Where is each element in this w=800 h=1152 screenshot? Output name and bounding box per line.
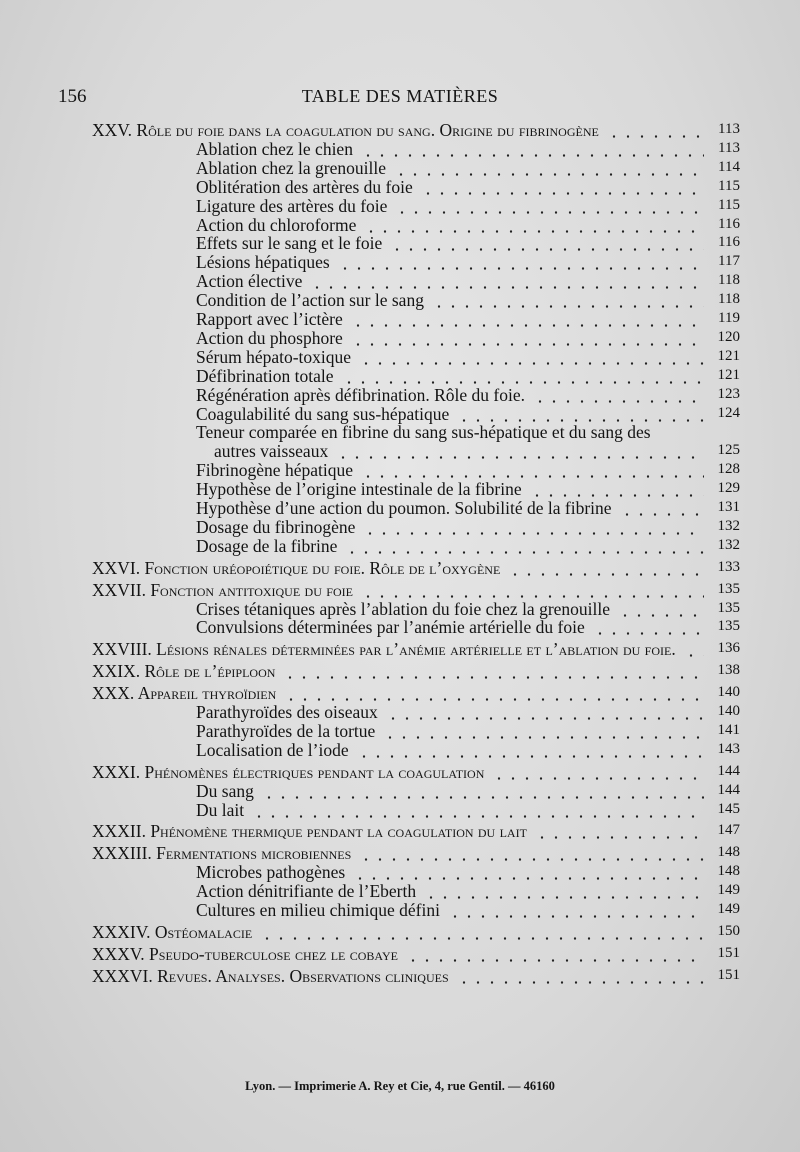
dot-leader	[508, 573, 704, 576]
toc-entry-page: 147	[717, 822, 740, 839]
dot-leader	[260, 937, 704, 940]
toc-entry-title: Action du phosphore	[196, 327, 343, 348]
toc-entry-page: 116	[718, 215, 740, 232]
toc-entry-page: 135	[717, 618, 740, 635]
toc-entry-page: 129	[717, 480, 740, 497]
dot-leader	[359, 362, 704, 365]
dot-leader	[336, 456, 704, 459]
toc-entry-title: XXVII. Fonction antitoxique du foie	[92, 579, 353, 600]
toc-subentry	[196, 617, 740, 639]
toc-entry-page: 124	[717, 404, 740, 421]
toc-entry-title: Condition de l’action sur le sang	[196, 290, 424, 311]
toc-entry-page: 148	[717, 863, 740, 880]
dot-leader	[390, 248, 704, 251]
toc-entry-title: XXXII. Phénomène thermique pendant la coagulation du lait	[92, 821, 527, 842]
toc-entry-title: Oblitération des artères du foie	[196, 176, 413, 197]
toc-entry-title: Coagulabilité du sang sus-hépatique	[196, 403, 450, 424]
toc-entry-title: XXXV. Pseudo-tuberculose chez le cobaye	[92, 943, 398, 964]
toc-entry-page: 132	[717, 517, 740, 534]
toc-chapter-entry	[92, 558, 740, 580]
toc-entry-page: 140	[717, 684, 740, 701]
toc-subentry	[196, 536, 740, 558]
dot-leader	[618, 614, 704, 617]
toc-entry-page: 118	[718, 291, 740, 308]
dot-leader	[535, 836, 704, 839]
toc-entry-title: autres vaisseaux	[214, 441, 329, 462]
toc-entry-page: 133	[717, 558, 740, 575]
toc-entry-title: XXXVI. Revues. Analyses. Observations cliniques	[92, 965, 449, 986]
toc-entry-title: XXXIII. Fermentations microbiennes	[92, 843, 352, 864]
dot-leader	[383, 736, 704, 739]
toc-entry-title: Hypothèse de l’origine intestinale de la fibrine	[196, 479, 522, 500]
page-header	[0, 86, 800, 112]
dot-leader	[530, 494, 704, 497]
dot-leader	[252, 815, 704, 818]
toc-entry-title: Défibrination totale	[196, 365, 334, 386]
toc-entry-title: Cultures en milieu chimique défini	[196, 900, 440, 920]
dot-leader	[457, 981, 704, 984]
toc-entry-title: Crises tétaniques après l’ablation du foie chez la grenouille	[196, 598, 611, 619]
toc-entry-page: 123	[717, 385, 740, 402]
toc-entry-page: 145	[717, 800, 740, 817]
toc-entry-title: Rapport avec l’ictère	[196, 309, 343, 329]
toc-entry-page: 113	[718, 121, 740, 137]
toc-chapter-entry	[92, 944, 740, 966]
dot-leader	[262, 796, 704, 799]
toc-entry-page: 136	[717, 640, 740, 657]
dot-leader	[533, 400, 704, 403]
toc-entry-title: XXVIII. Lésions rénales déterminées par l’anémie artérielle et l’ablation du foie.	[92, 639, 676, 660]
toc-entry-page: 149	[717, 882, 740, 899]
toc-entry-page: 121	[717, 347, 740, 364]
toc-entry-title: XXIX. Rôle de l’épiploon	[92, 661, 276, 682]
toc-entry-title: Fibrinogène hépatique	[196, 460, 353, 481]
dot-leader	[448, 915, 704, 918]
toc-entry-page: 117	[718, 253, 740, 270]
toc-entry-title: Parathyroïdes de la tortue	[196, 720, 376, 741]
dot-leader	[361, 154, 704, 157]
dot-leader	[361, 475, 704, 478]
toc-chapter-entry	[92, 966, 740, 988]
toc-entry-title: Action du chloroforme	[196, 214, 357, 235]
dot-leader	[353, 877, 704, 880]
dot-leader	[386, 717, 704, 720]
toc-entry-page: 144	[717, 762, 740, 779]
page-number: 156	[58, 86, 87, 107]
toc-entry-page: 150	[717, 922, 740, 939]
toc-entry-page: 119	[718, 310, 740, 326]
toc-entry-title: XXVI. Fonction uréopoiétique du foie. Rôle de l’oxygène	[92, 557, 501, 578]
toc-entry-title: Du lait	[196, 799, 245, 820]
dot-leader	[421, 192, 704, 195]
dot-leader	[345, 551, 704, 554]
toc-entry-title: Teneur comparée en fibrine du sang sus-hépatique et du sang des	[196, 422, 651, 443]
toc-entry-title: Sérum hépato-toxique	[196, 346, 352, 367]
dot-leader	[395, 211, 704, 214]
toc-entry-page: 144	[717, 781, 740, 798]
toc-chapter-entry	[92, 639, 740, 661]
dot-leader	[310, 286, 704, 289]
toc-entry-title: Dosage du fibrinogène	[196, 516, 356, 537]
toc-chapter-entry	[92, 821, 740, 843]
toc-entry-title: Du sang	[196, 780, 254, 801]
toc-entry-page: 148	[717, 844, 740, 861]
dot-leader	[363, 532, 704, 535]
toc-entry-page: 118	[718, 272, 740, 289]
toc-entry-page: 114	[718, 158, 740, 175]
toc-entry-page: 141	[717, 721, 740, 738]
toc-entry-title: Effets sur le sang et le foie	[196, 233, 383, 254]
toc-entry-page: 135	[717, 599, 740, 616]
dot-leader	[684, 654, 704, 657]
toc-entry-page: 135	[717, 580, 740, 597]
dot-leader	[342, 381, 704, 384]
toc-entry-page: 115	[718, 177, 740, 194]
dot-leader	[283, 676, 704, 679]
toc-entry-page: 143	[717, 740, 740, 757]
toc-entry-title: Parathyroïdes des oiseaux	[196, 702, 378, 722]
toc-entry-title: Microbes pathogènes	[196, 862, 346, 883]
dot-leader	[394, 173, 704, 176]
dot-leader	[351, 343, 704, 346]
toc-entry-page: 131	[717, 499, 740, 515]
toc-entry-title: Action élective	[196, 271, 303, 292]
toc-chapter-entry	[92, 661, 740, 683]
toc-entry-title: Ablation chez la grenouille	[196, 157, 386, 178]
dot-leader	[351, 324, 704, 327]
toc-entry-page: 149	[717, 901, 740, 917]
toc-entry-title: Localisation de l’iode	[196, 739, 349, 760]
dot-leader	[338, 267, 704, 270]
dot-leader	[620, 513, 704, 516]
dot-leader	[364, 230, 704, 233]
toc-entry-page: 132	[717, 536, 740, 553]
toc-subentry	[196, 900, 740, 922]
toc-entry-page: 140	[717, 703, 740, 719]
page-title: TABLE DES MATIÈRES	[301, 86, 499, 106]
toc-entry-title: XXV. Rôle du foie dans la coagulation du sang. Origine du fibrinogène	[92, 120, 599, 140]
toc-entry-title: Ligature des artères du foie	[196, 195, 388, 216]
toc-entry-title: XXXIV. Ostéomalacie	[92, 921, 253, 942]
toc-entry-page: 128	[717, 461, 740, 478]
printer-footer: Lyon. — Imprimerie A. Rey et Cie, 4, rue Gentil. — 46160	[245, 1079, 555, 1093]
toc-entry-title: Dosage de la fibrine	[196, 535, 338, 556]
toc-subentry	[196, 740, 740, 762]
dot-leader	[284, 698, 704, 701]
toc-chapter-entry	[92, 922, 740, 944]
dot-leader	[607, 135, 704, 138]
dot-leader	[492, 777, 704, 780]
dot-leader	[357, 755, 704, 758]
toc-entry-page: 138	[717, 662, 740, 679]
toc-entry-page: 125	[717, 442, 740, 459]
dot-leader	[406, 959, 704, 962]
toc-entry-page: 151	[717, 944, 740, 961]
toc-entry-title: Ablation chez le chien	[196, 138, 353, 159]
dot-leader	[457, 419, 704, 422]
toc-entry-title: Lésions hépatiques	[196, 252, 330, 273]
toc-entry-title: Convulsions déterminées par l’anémie artérielle du foie	[196, 617, 585, 638]
dot-leader	[432, 305, 704, 308]
toc-entry-title: XXX. Appareil thyroïdien	[92, 683, 277, 704]
toc-entry-page: 121	[717, 366, 740, 383]
dot-leader	[593, 632, 704, 635]
toc-subentry	[196, 800, 740, 822]
toc-entry-page: 151	[717, 966, 740, 983]
toc-entry-page: 116	[718, 234, 740, 251]
toc-entry-title: Régénération après défibrination. Rôle du foie.	[196, 384, 525, 405]
toc-entry-page: 113	[718, 139, 740, 156]
dot-leader	[424, 896, 704, 899]
toc-entry-page: 120	[717, 328, 740, 345]
toc-entry-page: 115	[718, 196, 740, 213]
toc-entry-title: Hypothèse d’une action du poumon. Solubilité de la fibrine	[196, 498, 612, 518]
toc-entry-title: XXXI. Phénomènes électriques pendant la coagulation	[92, 761, 485, 782]
dot-leader	[359, 858, 704, 861]
toc-entry-title: Action dénitrifiante de l’Eberth	[196, 881, 417, 902]
dot-leader	[361, 595, 704, 598]
